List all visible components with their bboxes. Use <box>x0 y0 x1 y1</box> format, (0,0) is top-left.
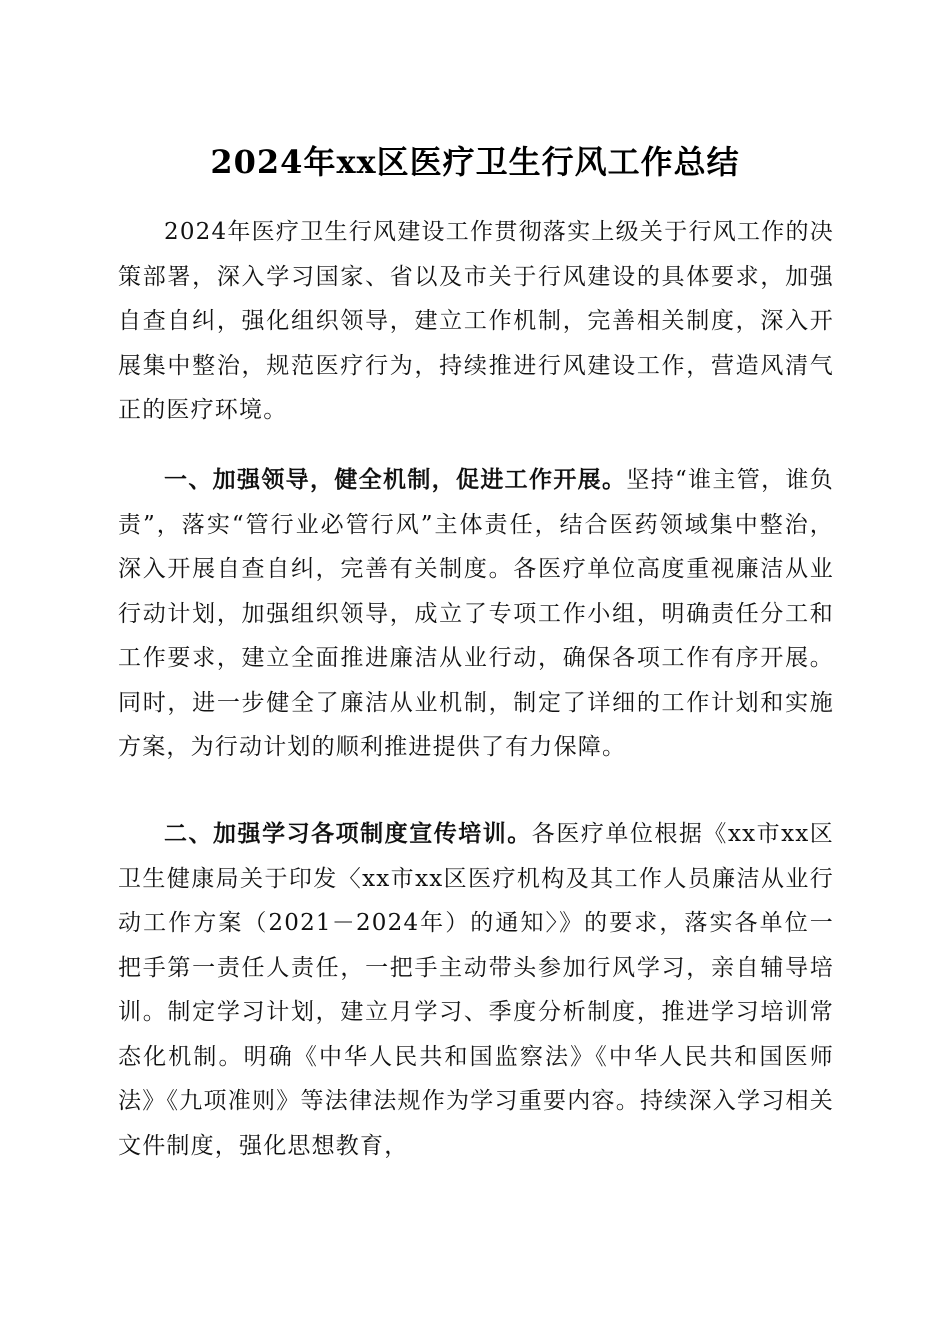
paragraph-section-1 <box>118 458 834 770</box>
section-heading: 二、加强学习各项制度宣传培训。 <box>164 821 532 847</box>
paragraph-section-2 <box>118 812 834 1168</box>
document-title: 2024年xx区医疗卫生行风工作总结 <box>210 143 740 181</box>
paragraph-text: 2024年医疗卫生行风建设工作贯彻落实上级关于行风工作的决策部署，深入学习国家、省以及市关于行风建设的具体要求，加强自查自纠，强化组织领导，建立工作机制，完善相关制度，深入开展集中整治，规范医疗行为，持续推进行风建设工作，营造风清气正的医疗环境。 <box>118 219 834 423</box>
paragraph-intro <box>118 210 834 433</box>
paragraph-text: 坚持“谁主管，谁负责”，落实“管行业必管行风”主体责任，结合医药领域集中整治，深入开展自查自纠，完善有关制度。各医疗单位高度重视廉洁从业行动计划，加强组织领导，成立了专项工作小组，明确责任分工和工作要求，建立全面推进廉洁从业行动，确保各项工作有序开展。同时，进一步健全了廉洁从业机制，制定了详细的工作计划和实施方案，为行动计划的顺利推进提供了有力保障。 <box>118 467 834 760</box>
section-heading: 一、加强领导，健全机制，促进工作开展。 <box>164 467 627 493</box>
paragraph-text: 各医疗单位根据《xx市xx区卫生健康局关于印发〈xx市xx区医疗机构及其工作人员廉洁从业行动工作方案（2021－2024年）的通知〉》的要求，落实各单位一把手第一责任人责任，一把手主动带头参加行风学习，亲自辅导培训。制定学习计划，建立月学习、季度分析制度，推进学习培训常态化机制。明确《中华人民共和国监察法》《中华人民共和国医师法》《九项准则》等法律法规作为学习重要内容。持续深入学习相关文件制度，强化思想教育， <box>118 821 834 1159</box>
